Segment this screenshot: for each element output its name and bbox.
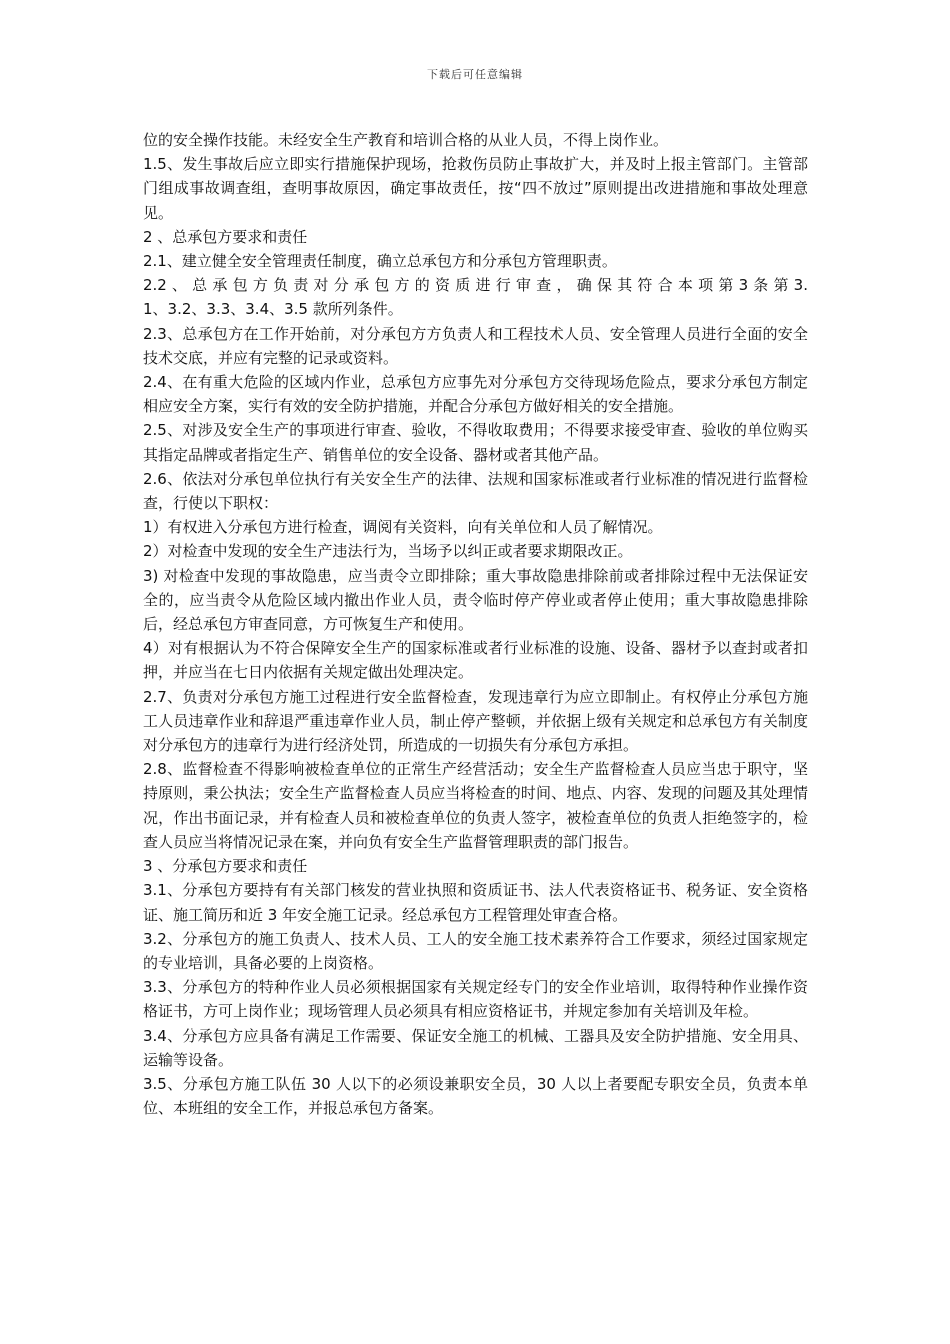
section-heading: 3 、分承包方要求和责任 (143, 857, 308, 876)
paragraph: 2.5、对涉及安全生产的事项进行审查、验收，不得收取费用；不得要求接受审查、验收的单位购买其指定品牌或者指定生产、销售单位的安全设备、器材或者其他产品。 (143, 421, 808, 464)
list-item: 1）有权进入分承包方进行检查，调阅有关资料，向有关单位和人员了解情况。 (143, 518, 663, 537)
document-body (143, 128, 808, 1120)
list-item: 3) 对检查中发现的事故隐患，应当责令立即排除；重大事故隐患排除前或者排除过程中无法保证安全的，应当责令从危险区域内撤出作业人员，责令临时停产停业或者停止使用；重大事故隐患排除后，经总承包方审查同意，方可恢复生产和使用。 (143, 566, 808, 634)
list-item: 4）对有根据认为不符合保障安全生产的国家标准或者行业标准的设施、设备、器材予以查封或者扣押，并应当在七日内依据有关规定做出处理决定。 (143, 639, 808, 682)
paragraph: 2.4、在有重大危险的区域内作业，总承包方应事先对分承包方交待现场危险点，要求分承包方制定相应安全方案，实行有效的安全防护措施，并配合分承包方做好相关的安全措施。 (143, 373, 808, 416)
paragraph: 2.7、负责对分承包方施工过程进行安全监督检查，发现违章行为应立即制止。有权停止分承包方施工人员违章作业和辞退严重违章作业人员，制止停产整顿，并依据上级有关规定和总承包方有关制度对分承包方的违章行为进行经济处罚，所造成的一切损失有分承包方承担。 (143, 687, 808, 755)
paragraph: 2.1、建立健全安全管理责任制度，确立总承包方和分承包方管理职责。 (143, 252, 617, 271)
page-header: 下载后可任意编辑 (427, 68, 523, 81)
list-item: 2）对检查中发现的安全生产违法行为，当场予以纠正或者要求期限改正。 (143, 542, 633, 561)
paragraph: 位的安全操作技能。未经安全生产教育和培训合格的从业人员，不得上岗作业。 (143, 131, 669, 149)
paragraph: 3.2、分承包方的施工负责人、技术人员、工人的安全施工技术素养符合工作要求，须经过国家规定的专业培训，具备必要的上岗资格。 (143, 929, 808, 972)
paragraph: 2.3、总承包方在工作开始前，对分承包方方负责人和工程技术人员、安全管理人员进行全面的安全技术交底，并应有完整的记录或资料。 (143, 324, 808, 367)
paragraph: 2.2 、 总 承 包 方 负 责 对 分 承 包 方 的 资 质 进 行 审 查 ， 确 保 其 符 合 本 项 第 3 条 第 3.1、3.2、3.3、3.4、3.5 款所列条件。 (143, 276, 808, 319)
paragraph: 2.6、依法对分承包单位执行有关安全生产的法律、法规和国家标准或者行业标准的情况进行监督检查，行使以下职权： (143, 469, 808, 513)
paragraph: 3.3、分承包方的特种作业人员必须根据国家有关规定经专门的安全作业培训，取得特种作业操作资格证书，方可上岗作业；现场管理人员必须具有相应资格证书，并规定参加有关培训及年检。 (143, 978, 808, 1021)
paragraph: 3.1、分承包方要持有有关部门核发的营业执照和资质证书、法人代表资格证书、税务证、安全资格证、施工简历和近 3 年安全施工记录。经总承包方工程管理处审查合格。 (143, 881, 808, 924)
section-heading: 2 、总承包方要求和责任 (143, 227, 308, 246)
paragraph: 3.4、分承包方应具备有满足工作需要、保证安全施工的机械、工器具及安全防护措施、安全用具、运输等设备。 (143, 1026, 808, 1069)
paragraph: 1.5、发生事故后应立即实行措施保护现场，抢救伤员防止事故扩大，并及时上报主管部门。主管部门组成事故调查组，查明事故原因，确定事故责任，按“四不放过”原则提出改进措施和事故处理意见。 (143, 155, 808, 222)
paragraph: 3.5、分承包方施工队伍 30 人以下的必须设兼职安全员，30 人以上者要配专职安全员，负责本单位、本班组的安全工作，并报总承包方备案。 (143, 1074, 808, 1118)
paragraph: 2.8、监督检查不得影响被检查单位的正常生产经营活动；安全生产监督检查人员应当忠于职守，坚持原则，秉公执法；安全生产监督检查人员应当将检查的时间、地点、内容、发现的问题及其处理情况，作出书面记录，并有检查人员和被检查单位的负责人签字，被检查单位的负责人拒绝签字的，检查人员应当将情况记录在案，并向负有安全生产监督管理职责的部门报告。 (143, 760, 808, 851)
